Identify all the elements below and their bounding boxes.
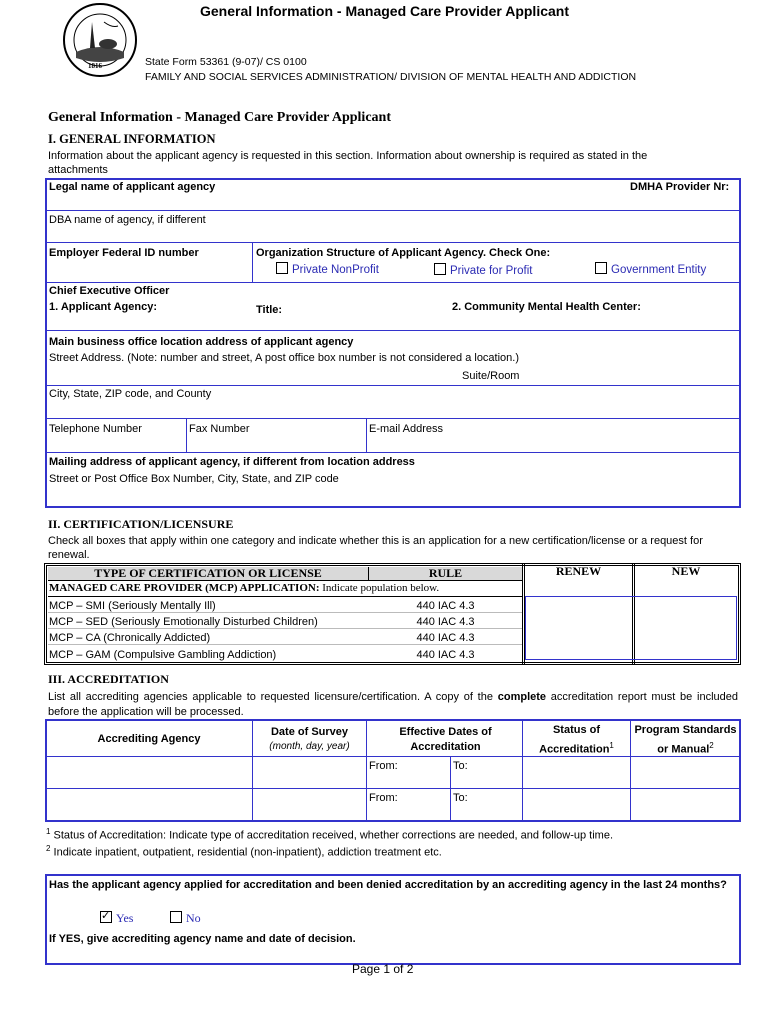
section3-intro (48, 690, 738, 720)
legal-name-label: Legal name of applicant agency (49, 181, 216, 193)
mailing-label: Mailing address of applicant agency, if different from location address (49, 456, 415, 468)
legal-name-field[interactable] (48, 194, 738, 209)
table-row[interactable] (48, 649, 522, 665)
label-private-nonprofit: Private NonProfit (292, 264, 379, 276)
ceo-label: Chief Executive Officer (49, 285, 170, 297)
org-structure-label: Organization Structure of Applicant Agency. Check One: (256, 247, 551, 259)
mcp-application-label: MANAGED CARE PROVIDER (MCP) APPLICATION: (49, 582, 320, 594)
main-office-label: Main business office location address of applicant agency (49, 336, 354, 348)
doc-title: General Information - Managed Care Provider Applicant (48, 110, 391, 125)
street-note: Street Address. (Note: number and street, A post office box number is not considered a location.) (49, 352, 520, 364)
intro-part-a: List all accrediting agencies applicable to requested licensure/certification. A copy of the (48, 691, 498, 703)
footnote-1-num: 1 (46, 827, 51, 836)
checkbox-private-nonprofit[interactable] (276, 262, 288, 274)
city-label: City, State, ZIP code, and County (49, 388, 212, 400)
employer-id-field[interactable] (48, 260, 248, 280)
mailing-field[interactable] (48, 488, 738, 506)
section3-heading: III. ACCREDITATION (48, 672, 169, 686)
label-government-entity: Government Entity (611, 264, 707, 276)
dba-field[interactable] (48, 227, 738, 241)
row-type: MCP – SED (Seriously Emotionally Disturbed Children) (49, 616, 318, 628)
footnote-1-text: Status of Accreditation: Indicate type of accreditation received, whether corrections are needed, and follow-up time. (53, 829, 613, 842)
header-title: General Information - Managed Care Provider Applicant (200, 3, 569, 19)
from-label: From: (369, 792, 398, 804)
footnote-2-num: 2 (46, 844, 51, 853)
checkbox-private-for-profit[interactable] (434, 263, 446, 275)
col-renew-header: RENEW (555, 564, 602, 578)
from-label: From: (369, 760, 398, 772)
city-field[interactable] (48, 401, 738, 416)
row-rule: 440 IAC 4.3 (416, 616, 475, 628)
to-label: To: (453, 792, 468, 804)
email-label: E-mail Address (369, 423, 443, 435)
option-yes[interactable] (100, 911, 133, 926)
form-number: State Form 53361 (9-07)/ CS 0100 (145, 56, 307, 68)
row-rule: 440 IAC 4.3 (416, 632, 475, 644)
page-number: Page 1 of 2 (352, 962, 414, 976)
dba-label: DBA name of agency, if different (49, 214, 206, 226)
col-type-header: TYPE OF CERTIFICATION OR LICENSE (94, 566, 322, 580)
label-private-for-profit: Private for Profit (450, 265, 533, 277)
label-no: No (186, 911, 201, 925)
col-survey-sub: (month, day, year) (269, 741, 350, 752)
label-yes: Yes (116, 911, 134, 925)
row-type: MCP – GAM (Compulsive Gambling Addiction) (49, 649, 277, 661)
section1-heading: I. GENERAL INFORMATION (48, 132, 216, 146)
row-type: MCP – SMI (Seriously Mentally Ill) (49, 600, 216, 612)
col-effective-header: Effective Dates of Accreditation (399, 726, 492, 753)
mcp-application-row (49, 582, 439, 594)
fax-label: Fax Number (189, 423, 250, 435)
if-yes-label: If YES, give accrediting agency name and date of decision. (49, 933, 356, 945)
col-survey-header: Date of Survey (270, 726, 349, 738)
col-agency-header: Accrediting Agency (97, 733, 201, 745)
to-label: To: (453, 760, 468, 772)
col-rule-header: RULE (428, 566, 463, 580)
seal-year: 1816 (88, 62, 102, 70)
col-status-sup: 1 (609, 741, 614, 750)
section1-intro: Information about the applicant agency is requested in this section. Information about ownership is required as stated in the attachments (48, 150, 648, 176)
cmhc-label: 2. Community Mental Health Center: (452, 301, 641, 313)
table-row[interactable] (48, 600, 522, 616)
applicant-agency-label: 1. Applicant Agency: (49, 301, 157, 313)
col-new-header: NEW (671, 564, 701, 578)
table-row[interactable] (48, 616, 522, 632)
row-rule: 440 IAC 4.3 (416, 600, 475, 612)
footnote-2-text: Indicate inpatient, outpatient, residential (non-inpatient), addiction treatment etc. (53, 846, 442, 859)
suite-label: Suite/Room (462, 370, 520, 382)
section2-heading: II. CERTIFICATION/LICENSURE (48, 517, 234, 531)
col-program-text: Program Standards or Manual (634, 724, 737, 756)
state-seal (62, 2, 138, 78)
row-type: MCP – CA (Chronically Addicted) (49, 632, 211, 644)
option-private-nonprofit[interactable] (276, 262, 379, 276)
option-government-entity[interactable] (595, 262, 706, 276)
checkbox-no[interactable] (170, 911, 182, 923)
mailing-sub-label: Street or Post Office Box Number, City, State, and ZIP code (49, 473, 339, 485)
footnote-1 (46, 827, 613, 842)
option-private-for-profit[interactable] (434, 263, 532, 277)
employer-id-label: Employer Federal ID number (49, 247, 199, 259)
col-status-text: Status of Accreditation (539, 724, 610, 756)
dmha-label: DMHA Provider Nr: (630, 181, 730, 193)
agency-name: FAMILY AND SOCIAL SERVICES ADMINISTRATION/ DIVISION OF MENTAL HEALTH AND ADDICTION (145, 71, 637, 83)
footnote-2 (46, 844, 442, 859)
intro-bold: complete (497, 691, 547, 703)
telephone-label: Telephone Number (49, 423, 142, 435)
denial-question: Has the applicant agency applied for accreditation and been denied accreditation by an accrediting agency in the last 24 months? (49, 879, 727, 891)
row-rule: 440 IAC 4.3 (416, 649, 475, 661)
intro-part-b: accreditation report must be included before the application will be processed. (48, 691, 738, 718)
checkbox-yes[interactable] (100, 911, 112, 923)
title-label: Title: (256, 304, 283, 316)
col-program-sup: 2 (709, 741, 714, 750)
checkbox-government-entity[interactable] (595, 262, 607, 274)
col-program-header (631, 723, 740, 758)
option-no[interactable] (170, 911, 201, 926)
col-status-header (523, 723, 630, 758)
mcp-application-note: Indicate population below. (322, 582, 440, 594)
section2-intro: Check all boxes that apply within one category and indicate whether this is an application for a new certification/license or a request for renewal. (48, 535, 703, 561)
table-row[interactable] (48, 632, 522, 648)
